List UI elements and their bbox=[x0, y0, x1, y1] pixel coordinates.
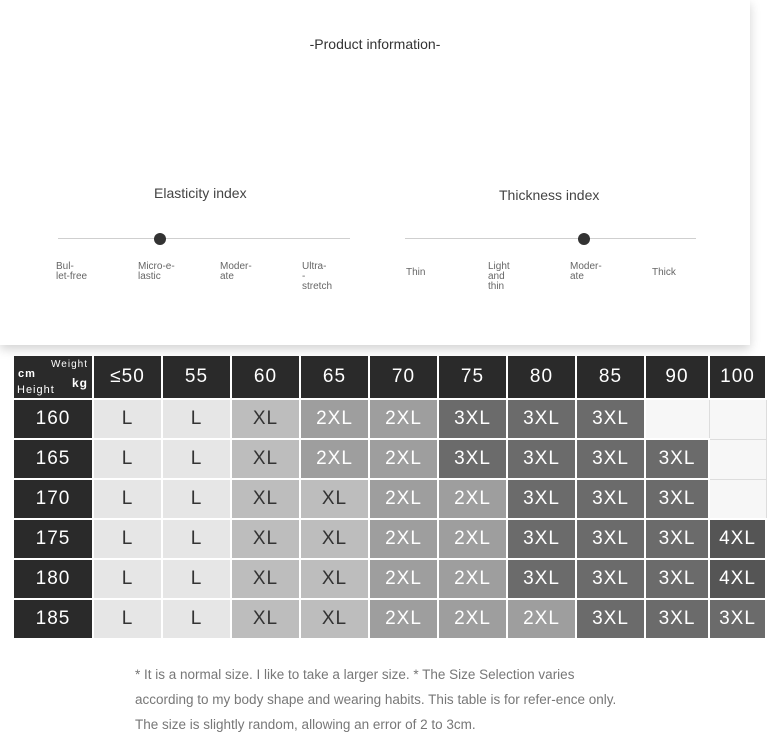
elasticity-title: Elasticity index bbox=[154, 185, 247, 201]
table-row bbox=[13, 559, 766, 599]
size-chart-header-row bbox=[13, 355, 766, 399]
weight-header-6: 80 bbox=[507, 355, 576, 399]
size-cell: L bbox=[162, 439, 231, 479]
size-cell: 3XL bbox=[438, 399, 507, 439]
size-cell: 3XL bbox=[507, 399, 576, 439]
size-cell: 2XL bbox=[369, 559, 438, 599]
size-cell: 4XL bbox=[709, 559, 766, 599]
weight-header-5: 75 bbox=[438, 355, 507, 399]
size-cell: L bbox=[162, 479, 231, 519]
size-cell: L bbox=[162, 519, 231, 559]
height-header: 165 bbox=[13, 439, 93, 479]
size-chart-body bbox=[13, 399, 766, 639]
size-cell: 2XL bbox=[369, 519, 438, 559]
size-cell: 3XL bbox=[576, 599, 645, 639]
height-header: 170 bbox=[13, 479, 93, 519]
size-cell: 3XL bbox=[507, 439, 576, 479]
product-info-panel bbox=[0, 0, 750, 345]
size-cell: L bbox=[162, 599, 231, 639]
size-cell: XL bbox=[300, 519, 369, 559]
size-cell: 3XL bbox=[507, 559, 576, 599]
table-row bbox=[13, 479, 766, 519]
size-cell: L bbox=[93, 479, 162, 519]
height-header: 160 bbox=[13, 399, 93, 439]
size-cell: 2XL bbox=[369, 599, 438, 639]
thickness-scale-line bbox=[405, 238, 696, 239]
size-cell: L bbox=[93, 439, 162, 479]
size-cell: 3XL bbox=[709, 599, 766, 639]
corner-cm-label: cm bbox=[18, 368, 36, 380]
size-cell: XL bbox=[231, 479, 300, 519]
size-cell: 3XL bbox=[507, 519, 576, 559]
size-cell: XL bbox=[231, 559, 300, 599]
table-row bbox=[13, 439, 766, 479]
size-cell: 2XL bbox=[300, 439, 369, 479]
elasticity-label-0: Bul- let-free bbox=[56, 261, 88, 282]
weight-header-4: 70 bbox=[369, 355, 438, 399]
weight-header-2: 60 bbox=[231, 355, 300, 399]
size-cell: 3XL bbox=[576, 559, 645, 599]
size-cell: L bbox=[93, 559, 162, 599]
height-header: 180 bbox=[13, 559, 93, 599]
size-cell: XL bbox=[231, 439, 300, 479]
size-cell: 3XL bbox=[576, 519, 645, 559]
size-cell: XL bbox=[231, 599, 300, 639]
size-cell: 2XL bbox=[369, 399, 438, 439]
size-chart-table bbox=[12, 354, 767, 640]
corner-weight-label: Weight bbox=[51, 359, 88, 370]
thickness-title: Thickness index bbox=[499, 187, 600, 203]
size-cell: XL bbox=[300, 479, 369, 519]
size-chart-corner bbox=[13, 355, 93, 399]
thickness-label-0: Thin bbox=[406, 267, 426, 278]
table-row bbox=[13, 519, 766, 559]
size-cell: 3XL bbox=[438, 439, 507, 479]
size-cell: 3XL bbox=[576, 479, 645, 519]
size-cell bbox=[645, 399, 709, 439]
size-cell: XL bbox=[231, 399, 300, 439]
size-cell: L bbox=[93, 399, 162, 439]
size-cell: 3XL bbox=[645, 439, 709, 479]
corner-height-label: Height bbox=[17, 384, 55, 396]
weight-header-8: 90 bbox=[645, 355, 709, 399]
weight-header-0: ≤50 bbox=[93, 355, 162, 399]
size-cell: 4XL bbox=[709, 519, 766, 559]
size-cell: 3XL bbox=[576, 439, 645, 479]
elasticity-label-1: Micro-e- lastic bbox=[138, 261, 175, 282]
size-cell: L bbox=[162, 399, 231, 439]
thickness-label-1: Light and thin bbox=[488, 261, 510, 292]
size-cell: 3XL bbox=[645, 519, 709, 559]
size-cell: 2XL bbox=[507, 599, 576, 639]
weight-header-3: 65 bbox=[300, 355, 369, 399]
thickness-label-2: Moder- ate bbox=[570, 261, 602, 282]
size-cell: L bbox=[93, 599, 162, 639]
size-cell bbox=[709, 479, 766, 519]
size-cell: 2XL bbox=[300, 399, 369, 439]
weight-header-1: 55 bbox=[162, 355, 231, 399]
size-cell: 2XL bbox=[438, 479, 507, 519]
size-cell: 2XL bbox=[369, 479, 438, 519]
size-cell: L bbox=[93, 519, 162, 559]
size-cell: XL bbox=[300, 599, 369, 639]
size-cell: 2XL bbox=[369, 439, 438, 479]
elasticity-label-3: Ultra- -stretch bbox=[302, 261, 333, 292]
elasticity-label-2: Moder- ate bbox=[220, 261, 252, 282]
size-cell: L bbox=[162, 559, 231, 599]
size-cell: 3XL bbox=[645, 479, 709, 519]
size-cell: 3XL bbox=[507, 479, 576, 519]
thickness-label-3: Thick bbox=[652, 267, 676, 278]
weight-header-7: 85 bbox=[576, 355, 645, 399]
height-header: 175 bbox=[13, 519, 93, 559]
table-row bbox=[13, 599, 766, 639]
weight-header-9: 100 bbox=[709, 355, 766, 399]
size-cell: 2XL bbox=[438, 519, 507, 559]
corner-kg-label: kg bbox=[71, 376, 88, 390]
height-header: 185 bbox=[13, 599, 93, 639]
size-cell bbox=[709, 439, 766, 479]
size-cell: XL bbox=[231, 519, 300, 559]
size-cell bbox=[709, 399, 766, 439]
table-row bbox=[13, 399, 766, 439]
page-title: -Product information- bbox=[309, 36, 441, 52]
thickness-marker bbox=[578, 233, 590, 245]
size-cell: 3XL bbox=[645, 559, 709, 599]
size-note: * It is a normal size. I like to take a larger size. * The Size Selection varies according to my body shape and wearing habits. This table is for refer-ence only. The size is slightly random, allowing an error of 2 to 3cm. bbox=[135, 667, 617, 732]
size-cell: 3XL bbox=[645, 599, 709, 639]
size-cell: 3XL bbox=[576, 399, 645, 439]
size-cell: 2XL bbox=[438, 599, 507, 639]
size-cell: XL bbox=[300, 559, 369, 599]
size-cell: 2XL bbox=[438, 559, 507, 599]
